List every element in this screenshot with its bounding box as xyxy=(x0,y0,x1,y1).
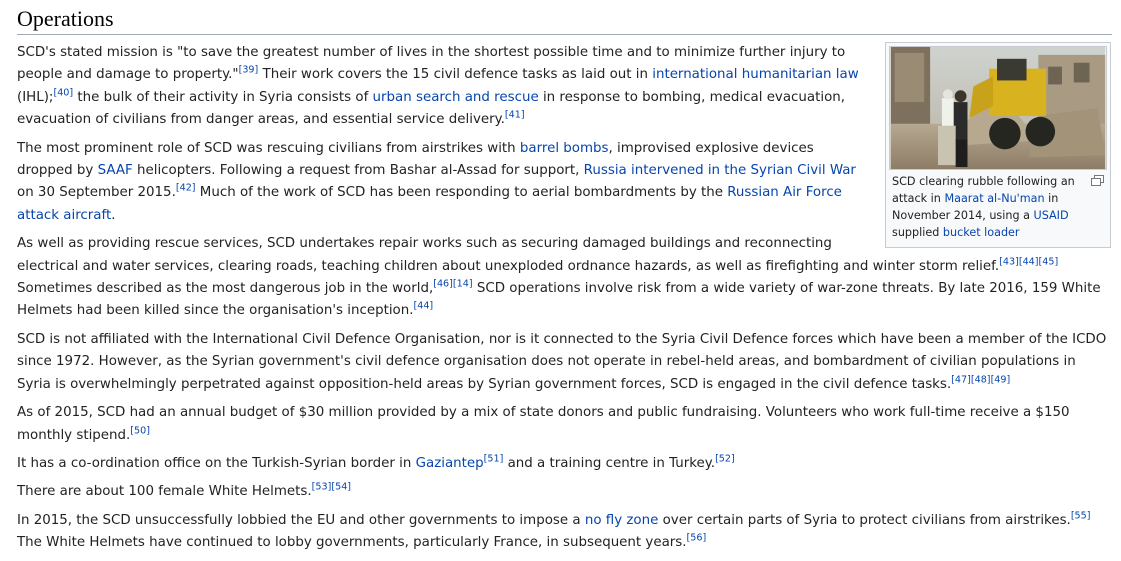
ref-46-link[interactable]: [46] xyxy=(433,278,453,290)
ref-14-link[interactable]: [14] xyxy=(452,278,473,290)
paragraph-8 xyxy=(17,510,1111,555)
p3-text: SCD operations involve risk from a wide variety of war-zone threats. By late 2016, 159 White Helmets had been killed since the organisation's inception. xyxy=(17,281,1101,319)
ref-50[interactable] xyxy=(130,425,150,436)
ref-40[interactable] xyxy=(53,87,73,98)
ref-14[interactable] xyxy=(453,279,473,290)
p3-text: Sometimes described as the most dangerous job in the world, xyxy=(17,281,434,297)
p5-text: As of 2015, SCD had an annual budget of $30 million provided by a mix of state donors and public fundraising. Volunteers who work full-time receive a $150 monthly stipend. xyxy=(17,405,1070,443)
ref-50-link[interactable]: [50] xyxy=(130,425,150,437)
p1-text: SCD's stated mission is "to save the greatest number of lives in the shortest possible time and to minimize further injury to people and damage to property." xyxy=(17,45,846,83)
ref-44b-link[interactable]: [44] xyxy=(413,301,434,312)
p3-text: As well as providing rescue services, SCD undertakes repair works such as securing damaged buildings and reconnecting electrical and water services, clearing roads, teaching children about unexploded ordnance hazards, as well as firefighting and winter storm relief. xyxy=(17,236,1000,274)
ref-48[interactable] xyxy=(971,374,991,385)
ref-53[interactable] xyxy=(312,482,332,493)
link-international-humanitarian-law[interactable]: international humanitarian law xyxy=(652,67,859,83)
paragraph-5 xyxy=(17,402,1111,447)
p2-text: The most prominent role of SCD was rescuing civilians from airstrikes with xyxy=(17,140,520,156)
p1-text: (IHL); xyxy=(17,89,54,105)
ref-45[interactable] xyxy=(1039,256,1059,267)
p1-text: the bulk of their activity in Syria consists of xyxy=(73,89,373,105)
link-urban-search-and-rescue[interactable]: urban search and rescue xyxy=(372,89,539,105)
figure-image[interactable] xyxy=(889,46,1107,170)
section-title: Operations xyxy=(17,6,114,31)
ref-51-link[interactable]: [51] xyxy=(483,453,504,465)
ref-56[interactable] xyxy=(687,533,707,544)
section-heading xyxy=(17,7,1112,35)
figure-image-link[interactable] xyxy=(889,46,1107,170)
p1-text: Their work covers the 15 civil defence tasks as laid out in xyxy=(258,67,653,83)
ref-44-link[interactable]: [44] xyxy=(1018,256,1039,268)
ref-47[interactable] xyxy=(951,374,971,385)
ref-41[interactable] xyxy=(505,110,525,121)
p1-text: in response to bombing, medical evacuation, evacuation of civilians from danger areas, and essential service delivery. xyxy=(17,89,846,128)
ref-46[interactable] xyxy=(433,279,453,290)
p6-text: and a training centre in Turkey. xyxy=(503,455,716,471)
link-russian-air-force[interactable]: Russian Air Force attack aircraft xyxy=(17,185,842,223)
ref-49[interactable] xyxy=(991,374,1011,385)
link-gaziantep[interactable]: Gaziantep xyxy=(415,455,484,471)
ref-56-link[interactable]: [56] xyxy=(686,532,707,544)
ref-47-link[interactable]: [47] xyxy=(951,374,971,386)
ref-39[interactable] xyxy=(239,65,259,76)
figure-caption xyxy=(889,170,1107,241)
ref-51[interactable] xyxy=(484,453,504,464)
ref-45-link[interactable]: [45] xyxy=(1038,256,1059,268)
ref-49-link[interactable]: [49] xyxy=(990,374,1011,386)
p2-text: , improvised explosive devices dropped by xyxy=(17,140,814,179)
ref-54[interactable] xyxy=(331,482,351,493)
caption-link-bucket-loader[interactable]: bucket loader xyxy=(942,226,1020,239)
p2-text: on 30 September 2015. xyxy=(17,185,176,201)
caption-link-maarat[interactable]: Maarat al-Nu'man xyxy=(944,192,1045,205)
ref-55-link[interactable]: [55] xyxy=(1070,510,1091,522)
article-content xyxy=(17,42,1111,561)
link-saaf[interactable]: SAAF xyxy=(97,163,133,179)
ref-54-link[interactable]: [54] xyxy=(331,481,352,493)
p2-text: . xyxy=(111,207,116,223)
p6-text: It has a co-ordination office on the Turkish-Syrian border in xyxy=(17,455,416,471)
ref-41-link[interactable]: [41] xyxy=(504,109,525,121)
link-russia-intervened[interactable]: Russia intervened in the Syrian Civil War xyxy=(583,163,856,179)
ref-44[interactable] xyxy=(1019,256,1039,267)
ref-48-link[interactable]: [48] xyxy=(970,374,991,386)
ref-39-link[interactable]: [39] xyxy=(238,64,259,76)
link-no-fly-zone[interactable]: no fly zone xyxy=(584,512,659,528)
ref-53-link[interactable]: [53] xyxy=(311,481,332,493)
p2-text: Much of the work of SCD has been responding to aerial bombardments by the xyxy=(195,185,728,201)
caption-text-3: supplied xyxy=(892,226,943,239)
p8-text: The White Helmets have continued to lobby governments, particularly France, in subsequent years. xyxy=(17,535,687,551)
p8-text: over certain parts of Syria to protect civilians from airstrikes. xyxy=(658,512,1071,528)
caption-link-usaid[interactable]: USAID xyxy=(1033,209,1069,222)
p7-text: There are about 100 female White Helmets. xyxy=(17,484,312,500)
caption-text-2: in November 2014, using a xyxy=(892,192,1059,222)
ref-43[interactable] xyxy=(999,256,1019,267)
enlarge-icon[interactable] xyxy=(1091,175,1104,186)
p8-text: In 2015, the SCD unsuccessfully lobbied the EU and other governments to impose a xyxy=(17,512,585,528)
paragraph-4 xyxy=(17,329,1111,396)
link-barrel-bombs[interactable]: barrel bombs xyxy=(519,140,609,156)
ref-43-link[interactable]: [43] xyxy=(999,256,1019,268)
ref-55[interactable] xyxy=(1071,510,1091,521)
ref-40-link[interactable]: [40] xyxy=(53,87,74,99)
p2-text: helicopters. Following a request from Bashar al-Assad for support, xyxy=(132,163,584,179)
paragraph-6 xyxy=(17,453,1111,475)
caption-text-1: SCD clearing rubble following an attack in xyxy=(892,175,1075,205)
paragraph-7 xyxy=(17,481,1111,503)
ref-52[interactable] xyxy=(715,453,735,464)
ref-52-link[interactable]: [52] xyxy=(715,453,735,465)
figure-thumbnail xyxy=(885,42,1111,248)
ref-44b[interactable] xyxy=(413,301,433,312)
ref-42[interactable] xyxy=(176,183,196,194)
ref-42-link[interactable]: [42] xyxy=(175,182,196,194)
p4-text: SCD is not affiliated with the International Civil Defence Organisation, nor is it connected to the Syria Civil Defence forces which have been a member of the ICDO since 1972. However, as the Syrian government's civil defence organisation does not operate in rebel-held areas, and bombardment of civilian populations in Syria is overwhelmingly perpetrated against opposition-held areas by Syrian government forces, SCD is engaged in the civil defence tasks. xyxy=(17,331,1107,392)
